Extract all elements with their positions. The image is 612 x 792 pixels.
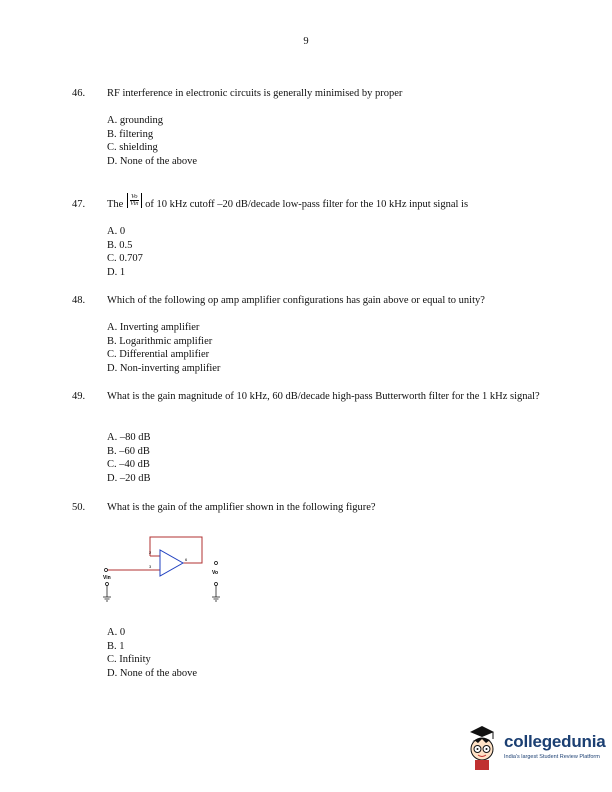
- op-amp-triangle: [160, 550, 183, 576]
- vo-label: Vo: [212, 570, 219, 576]
- op-amp-circuit-figure: [103, 533, 243, 613]
- mascot-icon: [464, 726, 504, 770]
- options-list: [107, 114, 197, 168]
- pin-3-label: 3: [149, 564, 152, 569]
- option-b: B. –60 dB: [107, 445, 150, 457]
- pin-2-label: 2: [149, 550, 152, 555]
- brand-name: collegedunia: [504, 732, 606, 751]
- vo-terminal: [215, 562, 218, 565]
- question-text-end: of 10 kHz cutoff –20 dB/decade low-pass filter for the 10 kHz input signal is: [145, 199, 469, 210]
- fraction-denominator: Vin: [129, 200, 139, 208]
- collegedunia-logo: [464, 726, 604, 770]
- vin-terminal: [105, 569, 108, 572]
- option-b: B. filtering: [107, 128, 154, 140]
- question-number: 46.: [72, 88, 86, 99]
- option-a: A. 0: [107, 627, 126, 638]
- option-c: C. –40 dB: [107, 459, 150, 471]
- vo-ground-icon: [212, 583, 220, 602]
- question-text: [107, 193, 547, 211]
- option-d: D. None of the above: [107, 155, 198, 167]
- question-text: RF interference in electronic circuits is generally minimised by proper: [107, 88, 403, 99]
- pin-6-label: 6: [185, 557, 188, 562]
- vin-label: Vin: [103, 575, 111, 581]
- question-text: Which of the following op amp amplifier configurations has gain above or equal to unity?: [107, 295, 485, 306]
- option-a: A. 0: [107, 226, 126, 237]
- page-number: 9: [303, 36, 309, 47]
- option-d: D. –20 dB: [107, 472, 151, 484]
- brand-tagline: India's largest Student Review Platform: [504, 754, 600, 760]
- question-text: What is the gain magnitude of 10 kHz, 60 dB/decade high-pass Butterworth filter for the 1 kHz signal?: [107, 391, 540, 402]
- option-c: C. Infinity: [107, 654, 151, 666]
- question-text: What is the gain of the amplifier shown in the following figure?: [107, 502, 376, 513]
- options-list: [107, 225, 143, 279]
- vin-ground-icon: [103, 583, 111, 602]
- option-c: C. 0.707: [107, 253, 143, 265]
- fraction-numerator: Vo: [130, 193, 138, 201]
- options-list: [107, 321, 220, 375]
- question-text-start: The: [107, 199, 124, 210]
- options-list: [107, 431, 150, 485]
- option-b: B. 1: [107, 640, 125, 652]
- option-d: D. Non-inverting amplifier: [107, 362, 221, 374]
- option-a: A. grounding: [107, 115, 163, 126]
- question-number: 50.: [72, 502, 86, 513]
- option-d: D. None of the above: [107, 667, 198, 679]
- voltage-ratio-fraction: [127, 193, 142, 208]
- option-c: C. shielding: [107, 142, 158, 154]
- options-list: [107, 626, 197, 680]
- option-d: D. 1: [107, 266, 126, 278]
- option-b: B. 0.5: [107, 239, 133, 251]
- question-number: 47.: [72, 199, 86, 210]
- question-number: 48.: [72, 295, 86, 306]
- option-b: B. Logarithmic amplifier: [107, 335, 213, 347]
- option-c: C. Differential amplifier: [107, 349, 210, 361]
- option-a: A. –80 dB: [107, 432, 151, 443]
- question-number: 49.: [72, 391, 86, 402]
- option-a: A. Inverting amplifier: [107, 322, 200, 333]
